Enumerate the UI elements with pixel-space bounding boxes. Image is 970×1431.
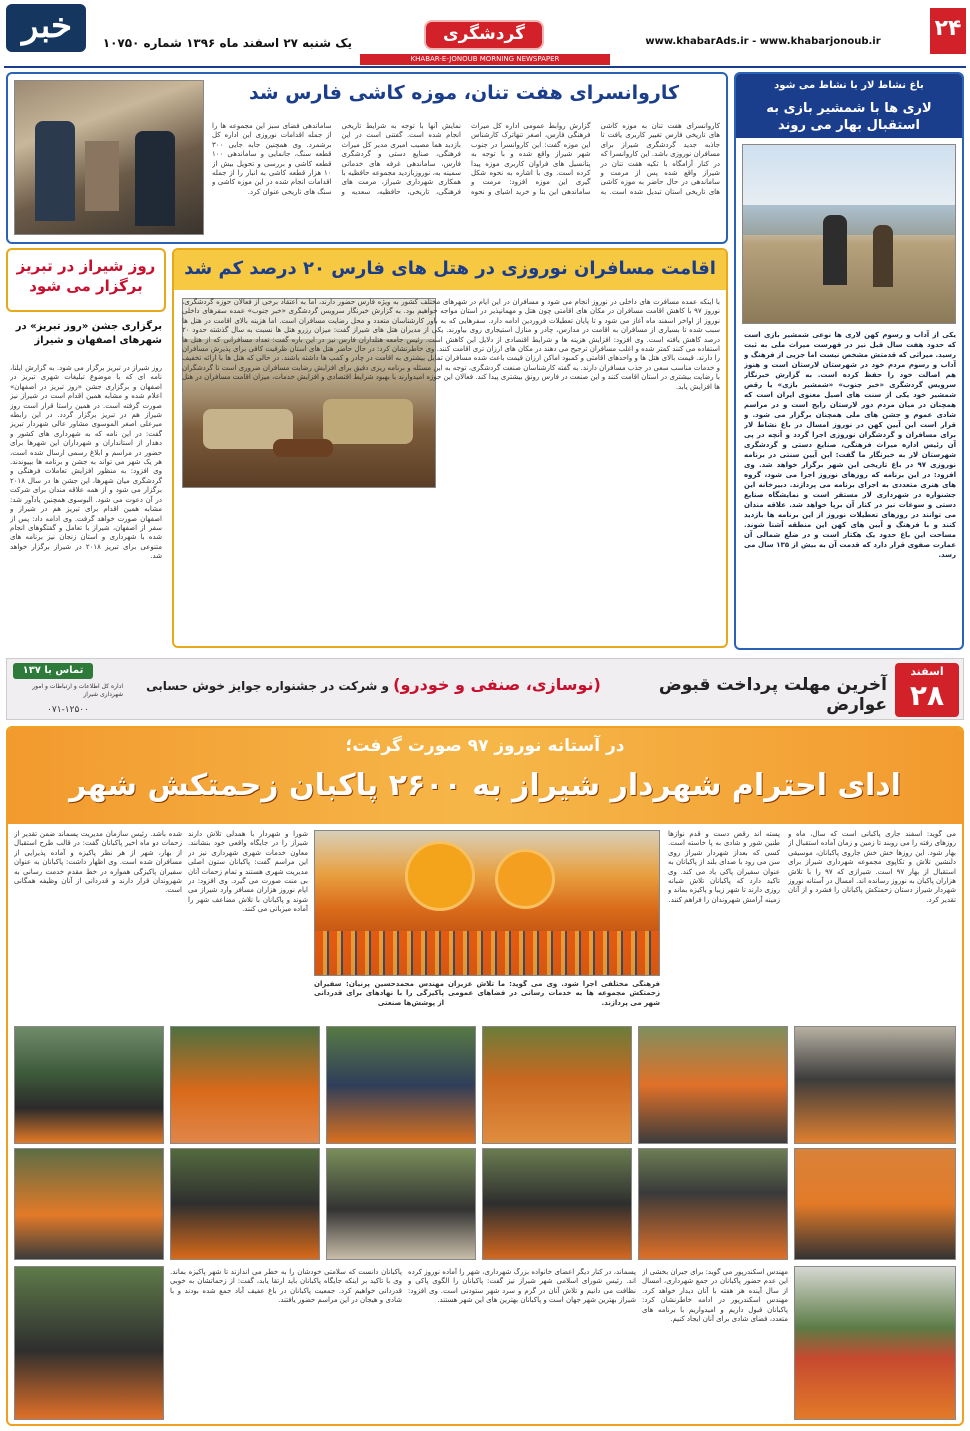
ad-contact-org: اداره کل اطلاعات و ارتباطات و امور شهرداری شیراز <box>32 683 123 698</box>
section-title: گردشگری <box>443 24 525 44</box>
lari-title: لاری ها با شمشیر بازی به استقبال بهار می روند <box>766 101 932 133</box>
header-banner: KHABAR-E-JONOUB MORNING NEWSPAPER <box>360 54 610 65</box>
website-url: www.khabarAds.ir - www.khabarjonoub.ir <box>645 36 881 47</box>
tabriz-subtitle: برگزاری جشن «روز تبریز» در شهرهای اصفهان و شیراز <box>15 321 162 346</box>
story-hotels <box>172 248 728 648</box>
sweepers-caption2: مهندس محمدحسین پرنیان: سفیران پاکیزگی را با نهادهای برای قدردانی از پوشش‌ها صنعتی <box>314 980 444 1007</box>
tabriz-title: روز شیراز در تبریز برگزار می شود <box>16 257 156 295</box>
ad-text-lead: آخرین مهلت پرداخت قبوض عوارض <box>658 675 887 715</box>
gallery-photo <box>482 1148 632 1260</box>
sweepers-col4: شده باشد. رئیس سازمان مدیریت پسماند ضمن تقدیر از زحمات دو ماه اخیر پاکبانان گفت: در قالب طرح استقبال از بهار، شهر از هر نظر پاکیزه و آماده پذیرایی از مسافران شده است. وی اظهار داشت: پاکبانان به عنوان سفیران پاکیزگی همواره در خط مقدم خدمت رسانی به شهروندان قرار دارند و قدردانی از آنان وظیفه همگانی است. <box>14 830 182 895</box>
date-issue: یک شنبه ۲۷ اسفند ماه ۱۳۹۶ شماره ۱۰۷۵۰ <box>102 36 352 50</box>
story-sweepers <box>6 726 964 1426</box>
gallery-photo <box>794 1148 956 1260</box>
gallery-photo <box>638 1026 788 1144</box>
gallery-photo <box>482 1026 632 1144</box>
gallery-photo <box>170 1026 320 1144</box>
sweepers-col3: شورا و شهردار با همدلی تلاش دارند شیراز را در جایگاه واقعی خود بنشانند. معاون خدمات شهری شهرداری نیز در این مراسم گفت: پاکبانان ستون اصلی مدیریت شهری هستند و تمام زحمات آنان بی منت صورت می گیرد. وی افزود: در ایام نوروز هزاران مسافر وارد شیراز می شوند و پاکبانان با تلاش مضاعف شهر را آماده میزبانی می کنند. <box>188 830 308 914</box>
gallery-photo <box>170 1148 320 1260</box>
story-lari <box>734 72 964 650</box>
hotels-body: با اینکه عمده مسافرت های داخلی در نوروز انجام می شود و مسافران در این ایام در شهرهای مختلف کشور به ویژه فارس حضور دارند، اما به اعتقاد برخی از فعالان حوزه گردشگری، نوروز ۹۷ با کاهش اقامت مسافران در مکان های اقامتی چون هتل و مهمانپذیر در استان مواجه خواهیم بود. به گزارش خبرنگار سرویس گردشگری «خبر جنوب» عمده سفرهای داخلی نوروز از اواخر اسفند ماه آغاز می شود و تا پایان تعطیلات فروردین ادامه دارد. سفرهایی که به باور کارشناسان متعدد و محل رضایت مسافران است. اما هزینه بالای اقامت در هتل ها سبب شده تا بسیاری از مسافران به اقامت در مدارس، چادر و منازل استیجاری روی بیاورند. یکی از مدیران هتل های شیراز گفت: میزان رزرو هتل ها نسبت به سال گذشته حدود ۲۰ درصد کاهش یافته است. وی افزود: افزایش هزینه ها و شرایط اقتصادی از دلایل این کاهش است. رئیس جامعه هتلداران فارس نیز در این باره گفت: تعداد مسافرانی که از هتل ها استفاده می کنند کمتر شده و اغلب مسافران ترجیح می دهند در مکان های ارزان تری اقامت کنند. وی خاطرنشان کرد: در حال حاضر هتل های استان ظرفیت کافی برای پذیرش مسافران را دارند. قیمت بالای هتل ها و واحدهای اقامتی و کمبود اماکن ارزان قیمت باعث شده مسافران تمایل بیشتری به اقامت در چادر و کمپ ها داشته باشند. در حالی که هتل ها با ارائه تخفیف و خدمات مناسب سعی در جذب مسافران دارند. به گفته کارشناسان صنعت گردشگری، توجه به این مسئله و برنامه ریزی دقیق برای افزایش رضایت مسافران ضروری است تا گردشگران با رضایت بیشتری در استان اقامت کنند و این صنعت در فارس رونق بیشتری پیدا کند. فعالان این حوزه امیدوارند با بهبود شرایط اقتصادی و افزایش خدمات، میزان اقامت مسافران در هتل ها افزایش یابد. <box>182 298 720 391</box>
gallery-photo <box>326 1026 476 1144</box>
logo-text: خبر <box>21 6 73 46</box>
story-tabriz <box>6 248 166 648</box>
ad-contact-label: تماس با ۱۳۷ <box>13 663 93 679</box>
gallery-photo <box>326 1148 476 1260</box>
ad-text-mid: (نوسازی، صنفی و خودرو) <box>393 675 601 694</box>
ad-date-label: اسفند <box>910 665 944 678</box>
ad-text-tail: و شرکت در جشنواره جوایز خوش حسابی <box>146 679 389 693</box>
gallery-photo <box>14 1026 164 1144</box>
gallery-photo <box>794 1026 956 1144</box>
tabriz-body: روز شیراز در تبریز برگزار می شود. به گزارش ایلنا، نامه ای که با موضوع تبلیغات شهری تبریز در اصفهان و برگزاری جشن «روز تبریز در اصفهان» اعلام شده و مشابه همین اقدام است در شیراز نیز صورت گرفته است. در همین راستا قرار است روز شیراز هم در تبریز برگزار گردد. در این رابطه میرعلی اصغر الموسوی مشاور عالی شهردار تبریز گفت: در این نامه که به شهرداری های کشور و دهدار از استانداران و شهرداران این شهرها برای حضور در مراسم و ابلاغ رسمی ارسال شده است، هر یک شهر می تواند به جشن و برنامه ها بپیوندند. وی افزود: به منظور افزایش تعاملات فرهنگی و گردشگری میان شهرها، این جشن ها در سال ۲۰۱۸ برگزار می شود و از همه علاقه مندان برای شرکت در آن دعوت می شود. البوسوی همچنین یادآور شد: مشابه همین اقدام برای تبریز هم در شیراز و اصفهان صورت خواهد گرفت. وی ادامه داد: پس از سفر از اصفهان، شیراز با تعامل و گفتگوهای انجام شده با شهرداری و استان زنجان نیز برنامه های متنوعی برای تبریز ۲۰۱۸ در شیراز برگزار خواهد شد. <box>10 364 162 561</box>
bottom-col-b2: پسماند، در کنار دیگر اعضای خانواده بزرگ شهرداری، شهر را آماده نوروز کرده اند. رئیس شورای اسلامی شهر شیراز نیز گفت: پاکبانان را الگوی پاکی و نظافت می دانیم و تلاش آنان در گرم و سرد شهر ستودنی است. وی افزود: شیراز بهترین شهر جهان است و پاکبانان بهترین های این شهر هستند. <box>408 1268 636 1305</box>
caravan-photo <box>14 80 204 235</box>
caravan-title: کاروانسرای هفت تنان، موزه کاشی فارس شد <box>248 82 680 104</box>
page-number: ۲۴ <box>934 16 962 41</box>
lari-photo <box>742 144 956 324</box>
sweepers-col1: می گوید: اسفند جاری پاکبانی است که سال، ماه و روزهای رفته را می روبند تا زمین و زمان آماده استقبال از بهار شود. این روزها خش خش جاروی پاکبانان، موسیقی دلنشین تلاش و تکاپوی مجموعه شهرداری شیراز برای استقبال از بهار ۹۷ است. شیرازی که ۹۷ را با تلاش هزاران پاکبان به نوروز رسانده اند. امسال در آستانه نوروز شهردار شیراز دستان زحمتکش پاکبانان را فشرد و از آنان تقدیر کرد. <box>788 830 956 904</box>
ad-contact-number: ۰۷۱-۱۲۵۰۰ <box>47 705 89 715</box>
header-rule <box>4 66 966 68</box>
sweepers-main-photo <box>314 830 660 976</box>
hotels-title: اقامت مسافران نوروزی در هتل های فارس ۲۰ درصد کم شد <box>184 258 716 279</box>
lari-kicker: باغ نشاط لار با نشاط می شود <box>774 80 924 91</box>
ad-banner <box>6 658 964 720</box>
sweepers-title: ادای احترام شهردار شیراز به ۲۶۰۰ پاکبان زحمتکش شهر <box>69 768 901 803</box>
sweepers-kicker: در آستانه نوروز ۹۷ صورت گرفت؛ <box>345 736 625 756</box>
ad-date-day: ۲۸ <box>909 679 945 712</box>
gallery-photo <box>794 1266 956 1420</box>
gallery-photo <box>14 1148 164 1260</box>
lari-body: یکی از آداب و رسوم کهن لاری ها نوعی شمشیر بازی است که حدود هفت سال قبل نیز در فهرست میراث ملی به ثبت رسید. میراثی که قدمتش مشخص نیست اما جزیی از فرهنگ و آداب و رسوم مردم خود در شهرستان لارستان است و هنوز هم اصالت خود را حفظ کرده است. به گزارش خبرنگار سرویس گردشگری «خبر جنوب» «شمشیر بازی» یا رقص شمشیر خود یکی از سنت های اصیل معنوی ایران است که همچنان در میان مردم دور لارستان رایج است و در مراسم شادی عموم و جشن های ملی همچنان برگزار می شود. و قرار است این آیین کهن در نوروز امسال در باغ نشاط لار برای مسافران و گردشگران نوروزی اجرا گردد و آنچه در پی آن رئیس اداره میراث فرهنگی، صنایع دستی و گردشگری شهرستان لار به خبرنگار ما گفت: این آیین سنتی در برنامه نوروزی ۹۷ در باغ تاریخی این شهر برگزار خواهد شد. وی افزود: در این برنامه که روزهای نوروز اجرا می شود، گروه های هنری متعددی به اجرای برنامه می پردازند. دبیرخانه این جشنواره در شهرداری لار مستقر است و نمایشگاه صنایع دستی و سوغات نیز در کنار آن برپا خواهد شد. علاقه مندان می توانند در روزهای تعطیلات نوروز از این برنامه ها بازدید کنند و با فرهنگ و آیین های کهن این منطقه آشنا شوند. مساحت این باغ حدود یک هکتار است و در ضلع شمالی آن عمارت صفوی قرار دارد که قدمت آن به بیش از ۱۳۵ سال می رسد. <box>744 331 956 559</box>
gallery-photo <box>14 1266 164 1420</box>
sweepers-col2: پسته اند رقص دست و قدم نوازها طنین شور و شادی به پا خاسته است. کسی که بعداز شهردار شیراز روی سن می رود با صدای بلند از پاکبانان به عنوان سفیران پاکی یاد می کند. وی تاکید دارد که پاکبانان تلاش شبانه روزی دارند تا شهر زیبا و پاکیزه بماند و زمینه آرامش شهروندان را فراهم کنند. <box>668 830 780 904</box>
bottom-col-b1: مهندس اسکندرپور می گوید: برای جبران بخشی از این عدم حضور پاکبانان در جمع شهرداری، امسال از سال آینده هر هفته با آنان دیدار خواهد کرد. مهندس اسکندرپور در ادامه خاطرنشان کرد: پاکبانان قبول داریم و امیدواریم با برنامه های متعدد، فضای شادی برای آنان ایجاد کنیم. <box>642 1268 788 1324</box>
bottom-col-b3: پاکبانان دانست که سلامتی خودشان را به خطر می اندازند تا شهر پاکیزه بماند. وی با تاکید بر اینکه جایگاه پاکبانان باید ارتقا یابد، گفت: از زحماتشان به خوبی قدردانی خواهیم کرد. جمعیت پاکبانان در باغ عفیف آباد جمع شده بودند و با شادی و هیجان در این مراسم حضور یافتند. <box>170 1268 402 1305</box>
page-header <box>0 0 970 68</box>
sweepers-caption: فرهنگی مختلفی اجرا شود. وی می گوید: ما تلاش عزیزان زحمتکش مجموعه ها به خدمات رسانی در فضاهای عمومی شهر می پردازند. <box>448 980 660 1007</box>
story-caravanserai <box>6 72 728 244</box>
gallery-photo <box>638 1148 788 1260</box>
caravan-body: کاروانسرای هفت تنان به موزه کاشی های تاریخی فارس تغییر کاربری یافت تا جاذبه جدید گردشگری شیراز برای مسافران نوروزی باشد. این کاروانسرا که در کنار آرامگاه با تکیه هفت تنان در شیراز واقع شده پس از مرمت و ساماندهی در حال حاضر به موزه کاشی های تاریخی استان تبدیل شده است. به گزارش روابط عمومی اداره کل میراث فرهنگی فارس، اصغر تنهاترک کارشناس این موزه گفت: این کاروانسرا در جنوب شهر شیراز واقع شده و با توجه به پتانسیل های فراوان کاربری موزه پیدا کرده است. وی با اشاره به نحوه شکل گیری این موزه افزود: مرمت و ساماندهی این بنا و خرید اشیای و نحوه نمایش آنها با توجه به شرایط تاریخی انجام شده است. گفتنی است در این بازدید هما مصیب امیری مدیر کل میراث فرهنگی، صنایع دستی و گردشگری فارس، ساماندهی غرفه های خدماتی سمینه به، نوروزبازدید مجموعه حافظیه با همکاری شهرداری شیراز، مرمت های فرهنگی، تاریخی، حافظیه، سعدیه و ساماندهی فضای سبز این مجموعه ها را از جمله اقدامات نوروزی این اداره کل برشمرد. وی همچنین جابه جایی ۳۰۰ قطعه سنگ، جانمایی و ساماندهی ۱۰۰ قطعه کاشی و بررسی و تحویل بیش از ۱۰ هزار قطعه کاشی به انبار را از جمله اقدامات انجام شده در این موزه کاشی و سنگ های تاریخی عنوان کرد. <box>212 122 720 196</box>
